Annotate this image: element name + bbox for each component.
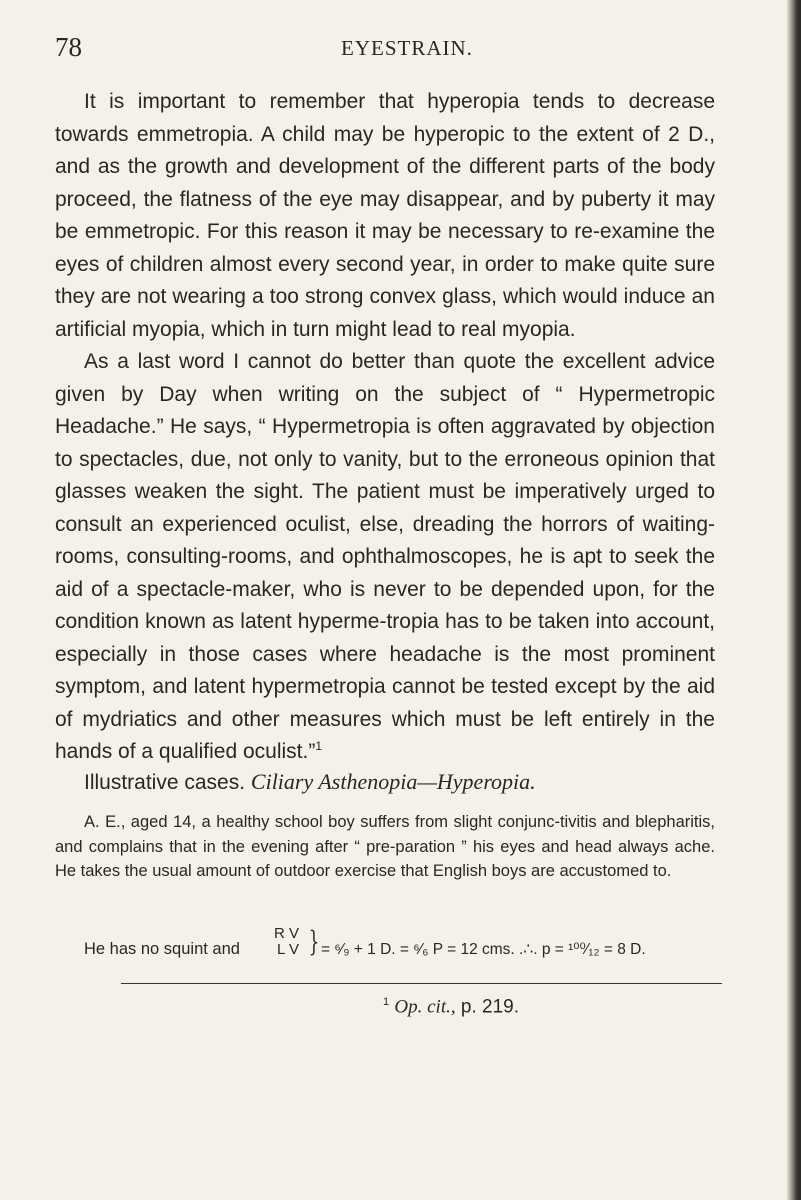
footnote-marker: 1 <box>383 996 390 1008</box>
cases-title: Ciliary Asthenopia—Hyperopia. <box>250 769 536 794</box>
formula-brace: } <box>308 925 320 958</box>
paragraph-1: It is important to remember that hyperopia tends to decrease towards emmetropia. A child may be hyperopic to the extent of 2 D., and as the growth and development of the different parts of the body proceed, the flatness of the eye may disappear, and by puberty it may be emmetropic. For this reason it may be necessary to re-examine the eyes of children almost every second year, in order to make quite sure they are not wearing a too strong convex glass, which would induce an artificial myopia, which in turn might lead to real myopia. <box>55 90 715 341</box>
paragraph-2 <box>55 346 715 769</box>
footnote-reference[interactable]: 1 <box>315 739 323 753</box>
formula-lead: He has no squint and <box>84 940 240 958</box>
running-head: EYESTRAIN. <box>341 36 473 60</box>
formula-result: = ⁶⁄₉ + 1 D. = ⁶⁄₆ P = 12 cms. .∴. p = ¹⁰⁰⁄₁₂ = 8 D. <box>321 941 646 958</box>
footnote-page: p. 219. <box>460 996 520 1018</box>
formula-top: R V <box>274 925 300 942</box>
page-number: 78 <box>55 32 82 62</box>
cases-label: Illustrative cases. <box>84 771 246 794</box>
page-edge-shadow <box>787 0 801 1200</box>
refraction-formula <box>84 926 724 966</box>
footnote <box>383 996 519 1018</box>
paragraph-2-text: As a last word I cannot do better than quote the excellent advice given by Day when writing on the subject of “ Hypermetropic Headache.” He says, “ Hypermetropia is often aggravated by objection to spectacles, due, not only to vanity, but to the erroneous opinion that glasses weaken the sight. The patient must be imperatively urged to consult an experienced oculist, else, dreading the horrors of waiting-rooms, consulting-rooms, and ophthalmoscopes, he is apt to seek the aid of a spectacle-maker, who is never to be depended upon, for the condition known as latent hyperme-tropia has to be taken into account, especially in those cases where headache is the most prominent symptom, and latent hypermetropia cannot be tested except by the aid of mydriatics and other measures which must be left entirely in the hands of a qualified oculist.” <box>55 350 715 763</box>
cases-heading <box>84 769 536 795</box>
case-paragraph: A. E., aged 14, a healthy school boy suffers from slight conjunc-tivitis and blepharitis, and complains that in the evening after “ pre-paration ” his eyes and head always ache. He takes the usual amount of outdoor exercise that English boys are accustomed to. <box>55 813 715 880</box>
case-description <box>55 810 715 884</box>
footnote-citation: Op. cit., <box>394 996 456 1018</box>
footnote-divider <box>121 983 722 984</box>
body-text <box>55 86 715 769</box>
formula-bottom: L V <box>277 941 299 958</box>
